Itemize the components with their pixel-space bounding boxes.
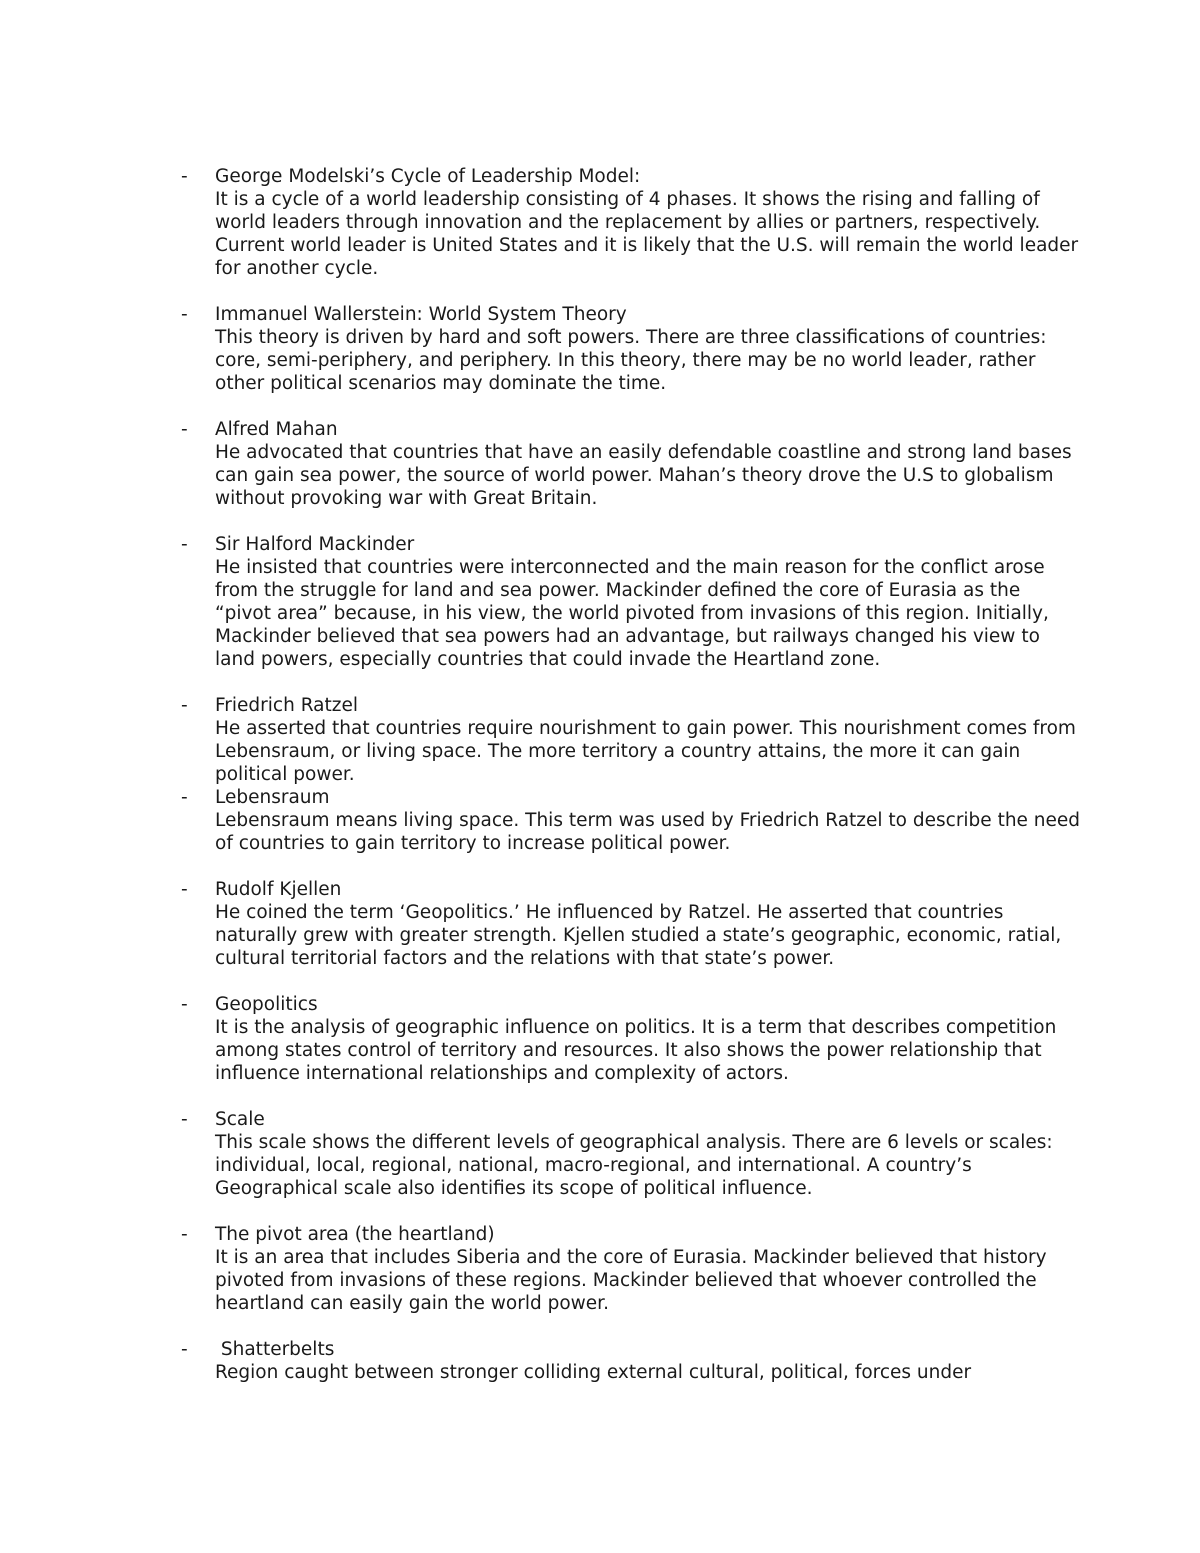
entry-description: He advocated that countries that have an easily defendable coastline and strong land bases can gain sea power, the source of world power. Mahan’s theory drove the U.S to globalism without provoking war with Great Britain. [215, 442, 1072, 509]
glossary-list [181, 165, 1081, 1384]
bullet-dash: - [181, 166, 188, 187]
entry-description: He coined the term ‘Geopolitics.’ He influenced by Ratzel. He asserted that countries naturally grew with greater strength. Kjellen studied a state’s geographic, economic, ratial, cultural territorial factors and the relations with that state’s power. [215, 902, 1062, 969]
list-item-shatterbelts [181, 1338, 1081, 1384]
bullet-dash: - [181, 787, 188, 808]
entry-term: The pivot area (the heartland) [215, 1224, 495, 1245]
entry-term: Lebensraum [215, 787, 330, 808]
bullet-dash: - [181, 1339, 188, 1360]
entry-description: He asserted that countries require nourishment to gain power. This nourishment comes from Lebensraum, or living space. The more territory a country attains, the more it can gain political power. [215, 718, 1076, 785]
entry-term: Alfred Mahan [215, 419, 338, 440]
list-item-modelski [181, 165, 1081, 280]
bullet-dash: - [181, 879, 188, 900]
entry-description: It is the analysis of geographic influence on politics. It is a term that describes competition among states control of territory and resources. It also shows the power relationship that influence international relationships and complexity of actors. [215, 1017, 1057, 1084]
list-item-wallerstein [181, 303, 1081, 395]
entry-term: George Modelski’s Cycle of Leadership Model: [215, 166, 641, 187]
entry-description: This theory is driven by hard and soft powers. There are three classifications of countries: core, semi-periphery, and periphery. In this theory, there may be no world leader, rather other political scenarios may dominate the time. [215, 327, 1047, 394]
list-item-mackinder [181, 533, 1081, 671]
entry-term: Friedrich Ratzel [215, 695, 358, 716]
entry-term: Rudolf Kjellen [215, 879, 342, 900]
entry-term: Immanuel Wallerstein: World System Theory [215, 304, 627, 325]
bullet-dash: - [181, 534, 188, 555]
list-item-lebensraum [181, 786, 1081, 855]
entry-term: Geopolitics [215, 994, 318, 1015]
entry-description: Region caught between stronger colliding external cultural, political, forces under [215, 1362, 972, 1383]
entry-term: Sir Halford Mackinder [215, 534, 415, 555]
bullet-dash: - [181, 994, 188, 1015]
bullet-dash: - [181, 304, 188, 325]
entry-term: Shatterbelts [215, 1339, 335, 1360]
entry-description: Lebensraum means living space. This term was used by Friedrich Ratzel to describe the need of countries to gain territory to increase political power. [215, 810, 1081, 854]
bullet-dash: - [181, 1224, 188, 1245]
list-item-scale [181, 1108, 1081, 1200]
list-item-mahan [181, 418, 1081, 510]
bullet-dash: - [181, 1109, 188, 1130]
entry-description: It is a cycle of a world leadership consisting of 4 phases. It shows the rising and falling of world leaders through innovation and the replacement by allies or partners, respectively. Current world leader is United States and it is likely that the U.S. will remain the world leader for another cycle. [215, 189, 1079, 279]
list-item-pivot-area [181, 1223, 1081, 1315]
list-item-kjellen [181, 878, 1081, 970]
list-item-geopolitics [181, 993, 1081, 1085]
bullet-dash: - [181, 419, 188, 440]
entry-description: It is an area that includes Siberia and the core of Eurasia. Mackinder believed that history pivoted from invasions of these regions. Mackinder believed that whoever controlled the heartland can easily gain the world power. [215, 1247, 1047, 1314]
list-item-ratzel [181, 694, 1081, 786]
entry-description: He insisted that countries were interconnected and the main reason for the conflict arose from the struggle for land and sea power. Mackinder defined the core of Eurasia as the “pivot area” because, in his view, the world pivoted from invasions of this region. Initially, Mackinder believed that sea powers had an advantage, but railways changed his view to land powers, especially countries that could invade the Heartland zone. [215, 557, 1049, 670]
entry-term: Scale [215, 1109, 265, 1130]
entry-description: This scale shows the different levels of geographical analysis. There are 6 levels or scales: individual, local, regional, national, macro-regional, and international. A country’s Geographical scale also identifies its scope of political influence. [215, 1132, 1053, 1199]
bullet-dash: - [181, 695, 188, 716]
